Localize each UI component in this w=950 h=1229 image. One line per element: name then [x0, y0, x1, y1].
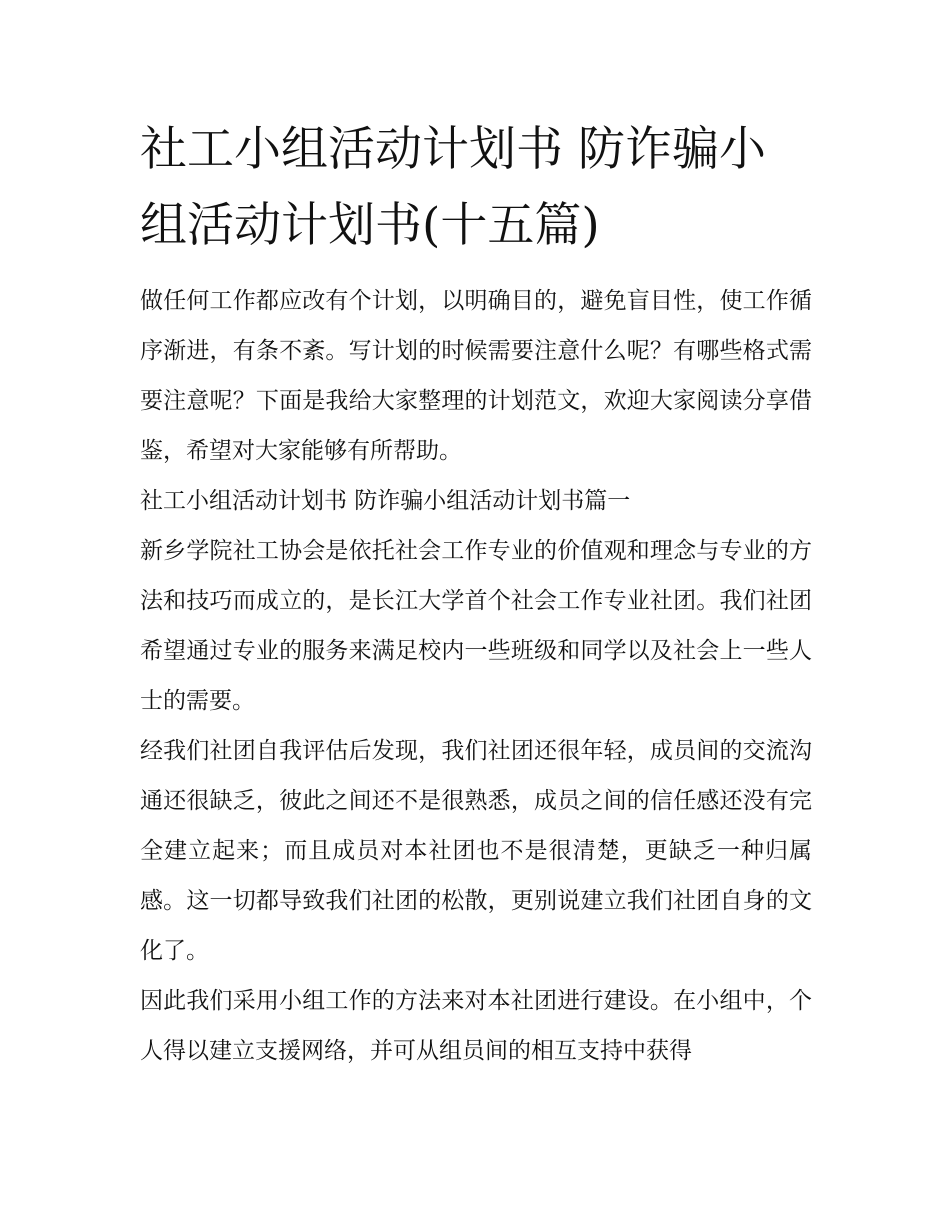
- intro-paragraph: 做任何工作都应改有个计划，以明确目的，避免盲目性，使工作循序渐进，有条不紊。写计划的时候需要注意什么呢？有哪些格式需要注意呢？下面是我给大家整理的计划范文，欢迎大家阅读分享借鉴，希望对大家能够有所帮助。: [140, 288, 812, 464]
- body-paragraph-1: 新乡学院社工协会是依托社会工作专业的价值观和理念与专业的方法和技巧而成立的，是长江大学首个社会工作专业社团。我们社团希望通过专业的服务来满足校内一些班级和同学以及社会上一些人士的需要。: [140, 538, 812, 714]
- body-paragraph-3: 因此我们采用小组工作的方法来对本社团进行建设。在小组中，个人得以建立支援网络，并可从组员间的相互支持中获得: [140, 988, 812, 1064]
- document-page: [140, 112, 812, 1076]
- document-title: 社工小组活动计划书 防诈骗小组活动计划书(十五篇): [140, 122, 766, 253]
- section-heading: 社工小组活动计划书 防诈骗小组活动计划书篇一: [140, 488, 631, 514]
- body-paragraph-2: 经我们社团自我评估后发现，我们社团还很年轻，成员间的交流沟通还很缺乏，彼此之间还不是很熟悉，成员之间的信任感还没有完全建立起来；而且成员对本社团也不是很清楚，更缺乏一种归属感。这一切都导致我们社团的松散，更别说建立我们社团自身的文化了。: [140, 738, 812, 964]
